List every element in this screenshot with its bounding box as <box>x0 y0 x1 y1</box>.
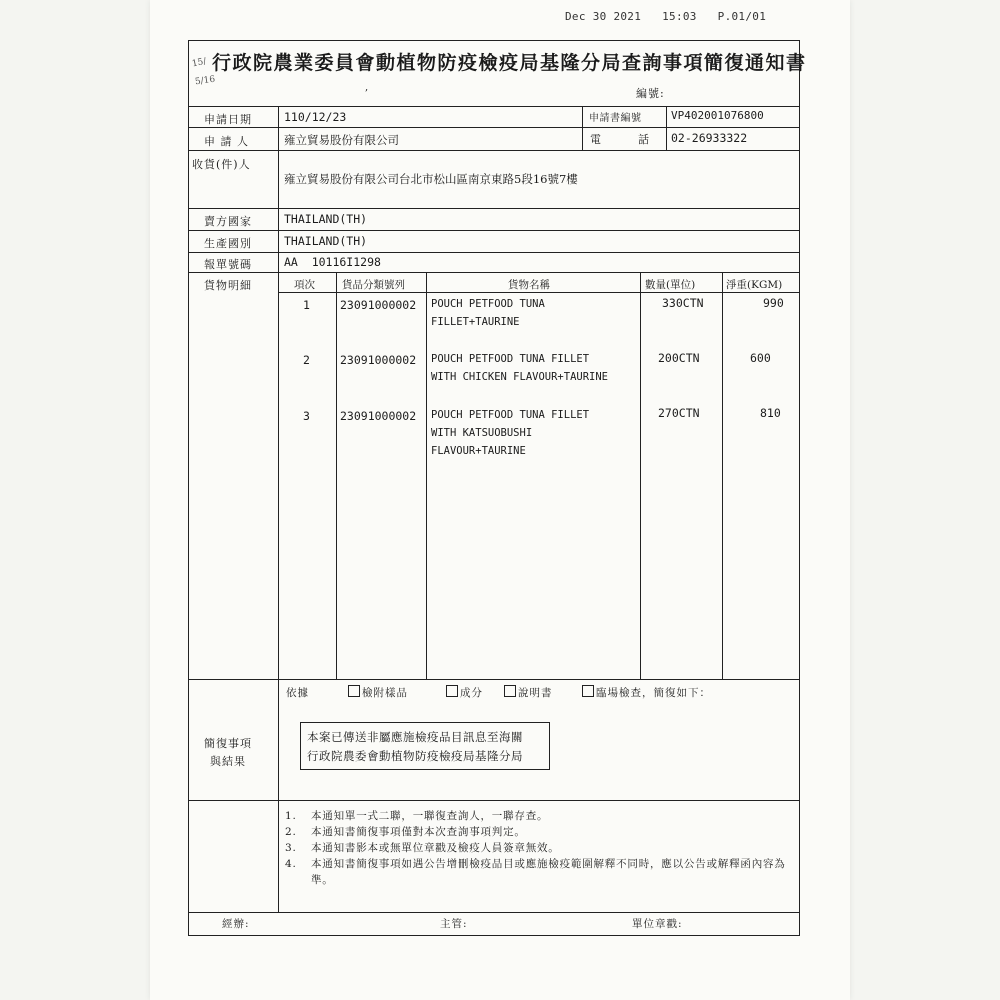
divider <box>188 150 800 151</box>
table-row-item: 2 <box>303 353 310 367</box>
column-header-weight: 淨重(KGM) <box>726 279 783 291</box>
goods-details-label: 貨物明細 <box>204 279 252 292</box>
table-row-name: POUCH PETFOOD TUNA FILLET <box>431 409 590 421</box>
apply-date-label: 申請日期 <box>204 113 252 126</box>
seller-country-label: 賣方國家 <box>204 215 252 228</box>
column-header-quantity: 數量(單位) <box>645 279 696 291</box>
list-item: 4. 本通知書簡復事項如遇公告增刪檢疫品目或應施檢疫範圍解釋不同時，應以公告或解釋函內容為準。 <box>285 858 786 886</box>
application-number-value: VP402001076800 <box>671 109 764 122</box>
phone-label: 電 話 <box>590 133 650 146</box>
origin-country-value: THAILAND(TH) <box>284 234 368 248</box>
declaration-number-label: 報單號碼 <box>204 258 252 271</box>
document-title: 行政院農業委員會動植物防疫檢疫局基隆分局查詢事項簡復通知書 <box>212 52 807 74</box>
checkbox-icon <box>446 685 458 697</box>
applicant-value: 雍立貿易股份有限公司 <box>284 133 399 147</box>
table-row-name: FILLET+TAURINE <box>431 316 520 328</box>
divider <box>188 679 800 680</box>
divider <box>666 106 667 150</box>
list-item: 3. 本通知書影本或無單位章戳及檢疫人員簽章無效。 <box>285 842 560 854</box>
divider <box>640 272 641 679</box>
unit-stamp-label: 單位章戳: <box>632 918 683 930</box>
table-row-code: 23091000002 <box>340 298 417 312</box>
table-row-weight: 990 <box>763 296 784 310</box>
divider <box>722 272 723 679</box>
table-row-name: POUCH PETFOOD TUNA <box>431 298 545 310</box>
fax-header <box>565 10 766 23</box>
reply-section-label: 與結果 <box>210 755 246 768</box>
consignee-value: 雍立貿易股份有限公司台北市松山區南京東路5段16號7樓 <box>284 172 578 186</box>
divider <box>188 106 800 107</box>
fax-time: 15:03 <box>662 10 697 23</box>
application-number-label: 申請書編號 <box>589 113 642 124</box>
table-row-weight: 600 <box>750 351 771 365</box>
table-row-item: 1 <box>303 298 310 312</box>
handwritten-note: 15/ <box>191 56 208 70</box>
declaration-number-value: AA 10116I1298 <box>284 255 381 269</box>
checkbox-manual: 說明書 <box>504 685 553 700</box>
table-row-quantity: 330CTN <box>662 296 704 310</box>
applicant-label: 申 請 人 <box>204 135 249 148</box>
reply-section-label: 簡復事項 <box>204 737 252 750</box>
ink-mark: , <box>365 82 369 93</box>
fax-date: Dec 30 2021 <box>565 10 642 23</box>
consignee-label: 收貨(件)人 <box>192 158 251 171</box>
divider <box>188 272 800 273</box>
fax-page: P.01/01 <box>717 10 767 23</box>
divider <box>188 912 800 913</box>
column-header-name: 貨物名稱 <box>508 279 550 291</box>
checkbox-sample: 檢附樣品 <box>348 685 408 700</box>
notes-list <box>285 808 795 888</box>
divider <box>188 230 800 231</box>
handwritten-note: 5/16 <box>194 74 216 88</box>
divider <box>278 106 279 912</box>
table-row-name: FLAVOUR+TAURINE <box>431 445 526 457</box>
column-header-item: 項次 <box>294 279 315 291</box>
table-row-weight: 810 <box>760 406 781 420</box>
table-row-code: 23091000002 <box>340 409 417 423</box>
table-row-quantity: 200CTN <box>658 351 700 365</box>
supervisor-label: 主管: <box>440 918 468 930</box>
seller-country-value: THAILAND(TH) <box>284 212 368 226</box>
divider <box>426 272 427 679</box>
list-item: 2. 本通知書簡復事項僅對本次查詢事項判定。 <box>285 826 526 838</box>
table-row-name: WITH KATSUOBUSHI <box>431 427 533 439</box>
list-item: 1. 本通知單一式二聯，一聯復查詢人，一聯存查。 <box>285 810 549 822</box>
origin-country-label: 生產國別 <box>204 237 252 250</box>
checkbox-icon <box>348 685 360 697</box>
stamp-line: 行政院農委會動植物防疫檢疫局基隆分局 <box>307 749 523 763</box>
handler-label: 經辦: <box>222 918 250 930</box>
divider <box>582 106 583 150</box>
basis-label: 依據 <box>286 687 309 699</box>
table-row-quantity: 270CTN <box>658 406 700 420</box>
table-row-name: WITH CHICKEN FLAVOUR+TAURINE <box>431 371 609 383</box>
divider <box>188 252 800 253</box>
checkbox-icon <box>504 685 516 697</box>
divider <box>188 208 800 209</box>
divider <box>336 272 337 679</box>
stamp-line: 本案已傳送非屬應施檢疫品目訊息至海關 <box>307 730 523 744</box>
checkbox-ingredients: 成分 <box>446 685 483 700</box>
apply-date-value: 110/12/23 <box>284 110 347 124</box>
checkbox-icon <box>582 685 594 697</box>
official-stamp <box>300 722 550 770</box>
divider <box>188 127 800 128</box>
table-row-code: 23091000002 <box>340 353 417 367</box>
table-row-item: 3 <box>303 409 310 423</box>
table-row-name: POUCH PETFOOD TUNA FILLET <box>431 353 590 365</box>
divider <box>188 800 800 801</box>
serial-number-label: 編號: <box>636 87 665 100</box>
phone-value: 02-26933322 <box>671 131 748 145</box>
checkbox-onsite-inspection: 臨場檢查，簡復如下： <box>582 685 711 700</box>
column-header-code: 貨品分類號列 <box>342 279 405 291</box>
